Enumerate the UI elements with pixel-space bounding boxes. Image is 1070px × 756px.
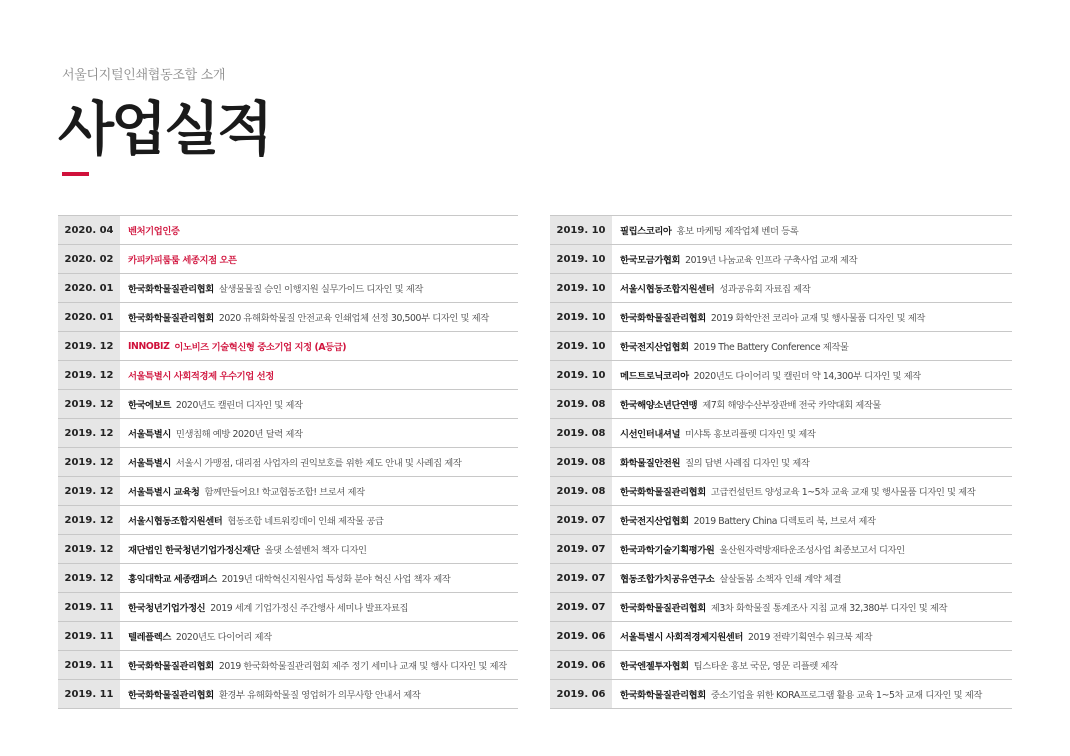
table-row xyxy=(58,622,518,651)
row-date: 2019. 07 xyxy=(550,535,612,563)
row-content xyxy=(120,448,518,476)
row-content xyxy=(612,593,1012,621)
row-content xyxy=(612,506,1012,534)
table-row xyxy=(550,651,1012,680)
table-row xyxy=(550,390,1012,419)
page-subtitle: 서울디지털인쇄협동조합 소개 xyxy=(62,68,226,83)
row-content xyxy=(120,274,518,302)
table-row xyxy=(58,303,518,332)
row-content xyxy=(120,477,518,505)
row-organization: 벤처기업인증 xyxy=(128,226,180,237)
row-date: 2019. 12 xyxy=(58,535,120,563)
table-row xyxy=(550,448,1012,477)
row-organization: 화학물질안전원 xyxy=(620,458,681,469)
row-date: 2019. 10 xyxy=(550,332,612,360)
row-date: 2019. 06 xyxy=(550,651,612,679)
row-date: 2019. 10 xyxy=(550,274,612,302)
row-content xyxy=(612,216,1012,244)
row-description: 2019 세계 기업가정신 주간행사 세미나 발표자료집 xyxy=(210,603,409,614)
row-content xyxy=(612,651,1012,679)
row-date: 2019. 11 xyxy=(58,622,120,650)
row-content xyxy=(612,419,1012,447)
title-accent-bar xyxy=(62,172,89,176)
table-row xyxy=(550,361,1012,390)
row-date: 2019. 08 xyxy=(550,419,612,447)
row-content xyxy=(612,622,1012,650)
table-row xyxy=(58,564,518,593)
row-content xyxy=(120,680,518,708)
row-description: 홍보 마케팅 제작업체 벤더 등록 xyxy=(676,226,799,237)
row-description: 이노비즈 기술혁신형 중소기업 지정 (A등급) xyxy=(174,342,347,353)
row-date: 2020. 01 xyxy=(58,303,120,331)
row-organization: 한국해양소년단연맹 xyxy=(620,400,698,411)
row-organization: 서울특별시 xyxy=(128,458,171,469)
row-content xyxy=(612,332,1012,360)
table-row xyxy=(58,419,518,448)
row-content xyxy=(612,245,1012,273)
table-row xyxy=(550,303,1012,332)
row-description: 서울시 가맹점, 대리점 사업자의 권익보호를 위한 제도 안내 및 사례집 제작 xyxy=(175,458,462,469)
left-achievements-table xyxy=(58,215,518,709)
row-organization: 한국전지산업협회 xyxy=(620,516,689,527)
row-date: 2019. 06 xyxy=(550,622,612,650)
row-date: 2019. 08 xyxy=(550,390,612,418)
row-organization: 한국과학기술기획평가원 xyxy=(620,545,715,556)
table-row xyxy=(58,245,518,274)
row-content xyxy=(612,390,1012,418)
row-description: 환경부 유해화학물질 영업허가 의무사항 안내서 제작 xyxy=(218,690,421,701)
row-description: 민생침해 예방 2020년 달력 제작 xyxy=(175,429,303,440)
row-description: 성과공유회 자료집 제작 xyxy=(719,284,811,295)
row-date: 2019. 11 xyxy=(58,593,120,621)
table-row xyxy=(58,651,518,680)
table-row xyxy=(550,332,1012,361)
table-row xyxy=(58,477,518,506)
row-date: 2019. 12 xyxy=(58,361,120,389)
row-organization: 홍익대학교 세종캠퍼스 xyxy=(128,574,217,585)
row-organization: 한국화학물질관리협회 xyxy=(620,690,706,701)
table-row xyxy=(58,593,518,622)
row-content xyxy=(612,535,1012,563)
row-content xyxy=(612,680,1012,708)
row-date: 2019. 12 xyxy=(58,419,120,447)
row-organization: 한국화학물질관리협회 xyxy=(128,313,214,324)
row-description: 살생물물질 승인 이행지원 실무가이드 디자인 및 제작 xyxy=(218,284,423,295)
row-date: 2019. 12 xyxy=(58,477,120,505)
table-row xyxy=(58,390,518,419)
table-row xyxy=(550,593,1012,622)
row-organization: 한국청년기업가정신 xyxy=(128,603,206,614)
row-content xyxy=(612,274,1012,302)
row-content xyxy=(612,477,1012,505)
table-row xyxy=(550,477,1012,506)
row-organization: 서울특별시 사회적경제지원센터 xyxy=(620,632,743,643)
row-date: 2020. 02 xyxy=(58,245,120,273)
row-date: 2019. 10 xyxy=(550,361,612,389)
row-content xyxy=(120,390,518,418)
row-date: 2019. 12 xyxy=(58,332,120,360)
row-date: 2019. 07 xyxy=(550,506,612,534)
row-content xyxy=(120,506,518,534)
row-organization: 서울특별시 교육청 xyxy=(128,487,200,498)
row-content xyxy=(120,361,518,389)
table-row xyxy=(550,506,1012,535)
row-date: 2020. 04 xyxy=(58,216,120,244)
table-row xyxy=(550,680,1012,709)
row-date: 2019. 12 xyxy=(58,564,120,592)
row-description: 팁스타운 홍보 국문, 영문 리플렛 제작 xyxy=(693,661,838,672)
row-content xyxy=(120,564,518,592)
row-date: 2019. 10 xyxy=(550,245,612,273)
row-content xyxy=(612,303,1012,331)
table-row xyxy=(58,535,518,564)
row-description: 살살돌봄 소책자 인쇄 계약 체결 xyxy=(719,574,842,585)
table-row xyxy=(58,680,518,709)
row-description: 2020년도 다이어리 및 캘린더 약 14,300부 디자인 및 제작 xyxy=(693,371,921,382)
row-content xyxy=(120,332,518,360)
row-description: 질의 답변 사례집 디자인 및 제작 xyxy=(685,458,810,469)
table-row xyxy=(550,564,1012,593)
row-content xyxy=(612,361,1012,389)
page-title: 사업실적 xyxy=(58,95,271,163)
table-row xyxy=(550,535,1012,564)
row-description: 2019년 나눔교육 인프라 구축사업 교재 제작 xyxy=(685,255,858,266)
row-date: 2019. 08 xyxy=(550,448,612,476)
row-date: 2019. 11 xyxy=(58,680,120,708)
row-date: 2019. 12 xyxy=(58,506,120,534)
row-content xyxy=(120,303,518,331)
row-organization: 메드트로닉코리아 xyxy=(620,371,689,382)
table-row xyxy=(58,216,518,245)
row-content xyxy=(120,651,518,679)
row-organization: 한국에보트 xyxy=(128,400,171,411)
row-date: 2019. 06 xyxy=(550,680,612,708)
row-description: 2020년도 캘린더 디자인 및 제작 xyxy=(175,400,303,411)
row-description: 미샤톡 홍보리플렛 디자인 및 제작 xyxy=(685,429,816,440)
row-organization: 시선인터내셔널 xyxy=(620,429,681,440)
row-organization: 카피카피룸룸 세종지점 오픈 xyxy=(128,255,237,266)
row-description: 2020년도 다이어리 제작 xyxy=(175,632,272,643)
table-row xyxy=(58,506,518,535)
row-description: 2019 화학안전 코리아 교재 및 행사물품 디자인 및 제작 xyxy=(710,313,925,324)
row-organization: 서울특별시 사회적경제 우수기업 선정 xyxy=(128,371,274,382)
row-content xyxy=(120,245,518,273)
row-date: 2019. 08 xyxy=(550,477,612,505)
row-description: 울산원자력방재타운조성사업 최종보고서 디자인 xyxy=(719,545,905,556)
row-content xyxy=(612,448,1012,476)
row-organization: 한국화학물질관리협회 xyxy=(620,603,706,614)
row-content xyxy=(120,593,518,621)
row-description: 제7회 해양수산부장관배 전국 카약대회 제작물 xyxy=(702,400,882,411)
row-description: 중소기업을 위한 KORA프로그램 활용 교육 1~5차 교재 디자인 및 제작 xyxy=(710,690,982,701)
row-organization: 서울특별시 xyxy=(128,429,171,440)
row-description: 협동조합 네트워킹데이 인쇄 제작물 공급 xyxy=(227,516,384,527)
row-description: 2019년 대학혁신지원사업 특성화 분야 혁신 사업 책자 제작 xyxy=(221,574,451,585)
row-description: 제3차 화학물질 통계조사 지침 교재 32,380부 디자인 및 제작 xyxy=(710,603,948,614)
row-date: 2019. 07 xyxy=(550,593,612,621)
row-organization: 한국화학물질관리협회 xyxy=(128,690,214,701)
row-description: 2019 한국화학물질관리협회 제주 정기 세미나 교재 및 행사 디자인 및 제작 xyxy=(218,661,507,672)
row-organization: 한국화학물질관리협회 xyxy=(128,661,214,672)
row-content xyxy=(120,216,518,244)
row-organization: 재단법인 한국청년기업가정신재단 xyxy=(128,545,260,556)
row-date: 2019. 12 xyxy=(58,390,120,418)
table-row xyxy=(550,274,1012,303)
row-description: 2019 The Battery Conference 제작물 xyxy=(693,342,849,353)
row-content xyxy=(120,419,518,447)
row-organization: 협동조합가치공유연구소 xyxy=(620,574,715,585)
table-row xyxy=(58,361,518,390)
table-row xyxy=(550,216,1012,245)
row-date: 2019. 10 xyxy=(550,303,612,331)
row-organization: 한국화학물질관리협회 xyxy=(128,284,214,295)
row-content xyxy=(612,564,1012,592)
table-row xyxy=(550,245,1012,274)
row-date: 2020. 01 xyxy=(58,274,120,302)
row-description: 올댓 소셜벤처 책자 디자인 xyxy=(264,545,367,556)
table-row xyxy=(58,448,518,477)
row-organization: 한국화학물질관리협회 xyxy=(620,487,706,498)
row-description: 2019 Battery China 디렉토리 북, 브로셔 제작 xyxy=(693,516,876,527)
row-organization: INNOBIZ xyxy=(128,340,170,352)
table-row xyxy=(58,332,518,361)
row-description: 고급컨설턴트 양성교육 1~5차 교육 교재 및 행사물품 디자인 및 제작 xyxy=(710,487,976,498)
table-row xyxy=(550,622,1012,651)
row-content xyxy=(120,535,518,563)
table-row xyxy=(58,274,518,303)
table-row xyxy=(550,419,1012,448)
row-organization: 필립스코리아 xyxy=(620,226,672,237)
row-organization: 한국엔젤투자협회 xyxy=(620,661,689,672)
row-organization: 서울시협동조합지원센터 xyxy=(128,516,223,527)
right-achievements-table xyxy=(550,215,1012,709)
row-description: 2019 전략기획연수 워크북 제작 xyxy=(747,632,873,643)
row-date: 2019. 07 xyxy=(550,564,612,592)
row-description: 함께만들어요! 학교협동조합! 브로셔 제작 xyxy=(204,487,365,498)
row-date: 2019. 11 xyxy=(58,651,120,679)
row-description: 2020 유해화학물질 안전교육 인쇄업체 선정 30,500부 디자인 및 제작 xyxy=(218,313,489,324)
row-organization: 서울시협동조합지원센터 xyxy=(620,284,715,295)
row-organization: 한국화학물질관리협회 xyxy=(620,313,706,324)
row-organization: 한국전지산업협회 xyxy=(620,342,689,353)
row-date: 2019. 10 xyxy=(550,216,612,244)
row-date: 2019. 12 xyxy=(58,448,120,476)
row-organization: 한국모금가협회 xyxy=(620,255,681,266)
row-content xyxy=(120,622,518,650)
row-organization: 텔레플렉스 xyxy=(128,632,171,643)
